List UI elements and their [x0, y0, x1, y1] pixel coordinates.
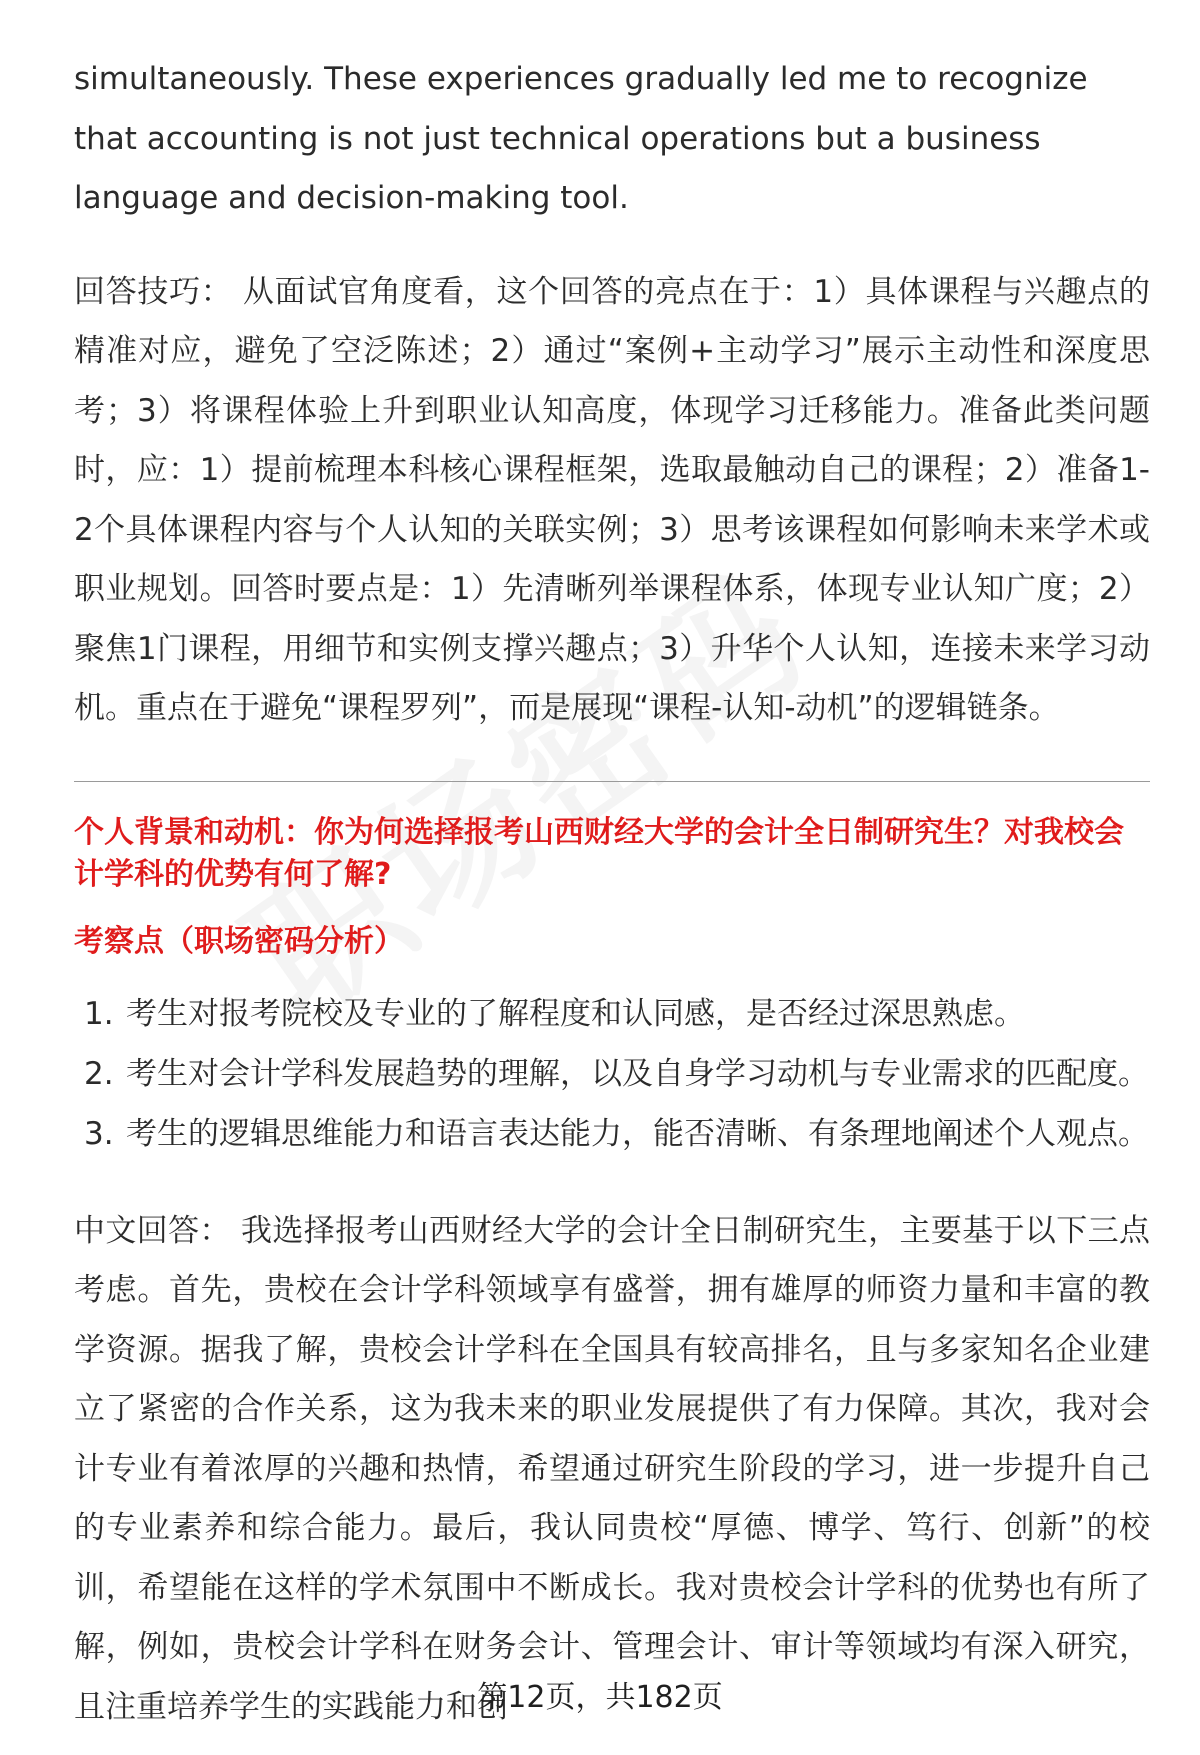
list-item-number: 1.	[84, 995, 114, 1032]
analysis-subtitle: 考察点（职场密码分析）	[74, 923, 404, 959]
list-item-text: 考生对会计学科发展趋势的理解，以及自身学习动机与专业需求的匹配度。	[126, 1055, 1149, 1092]
list-item-text: 考生的逻辑思维能力和语言表达能力，能否清晰、有条理地阐述个人观点。	[126, 1115, 1149, 1152]
answer-tips-paragraph: 回答技巧： 从面试官角度看，这个回答的亮点在于：1）具体课程与兴趣点的精准对应，避免了空泛陈述；2）通过“案例+主动学习”展示主动性和深度思考；3）将课程体验上升到职业认知高度，体现学习迁移能力。准备此类问题时，应：1）提前梳理本科核心课程框架，选取最触动自己的课程；2）准备1-2个具体课程内容与个人认知的关联实例；3）思考该课程如何影响未来学术或职业规划。回答时要点是：1）先清晰列举课程体系，体现专业认知广度；2）聚焦1门课程，用细节和实例支撑兴趣点；3）升华个人认知，连接未来学习动机。重点在于避免“课程罗列”，而是展现“课程-认知-动机”的逻辑链条。	[74, 273, 1150, 726]
section-divider	[74, 781, 1150, 782]
list-item	[74, 984, 1150, 1044]
page-number: 第12页，共182页	[477, 1680, 723, 1715]
list-item-text: 考生对报考院校及专业的了解程度和认同感，是否经过深思熟虑。	[126, 995, 1025, 1032]
intro-english-paragraph: simultaneously. These experiences gradually led me to recognize that accounting is not just technical operations but a business language and decision-making tool.	[74, 61, 1088, 216]
list-item	[74, 1104, 1150, 1164]
analysis-points-list	[74, 984, 1150, 1164]
page-content	[74, 50, 1150, 1737]
list-item-number: 3.	[84, 1115, 114, 1152]
chinese-answer-paragraph: 中文回答： 我选择报考山西财经大学的会计全日制研究生，主要基于以下三点考虑。首先，贵校在会计学科领域享有盛誉，拥有雄厚的师资力量和丰富的教学资源。据我了解，贵校会计学科在全国具有较高排名，且与多家知名企业建立了紧密的合作关系，这为我未来的职业发展提供了有力保障。其次，我对会计专业有着浓厚的兴趣和热情，希望通过研究生阶段的学习，进一步提升自己的专业素养和综合能力。最后，我认同贵校“厚德、博学、笃行、创新”的校训，希望能在这样的学术氛围中不断成长。我对贵校会计学科的优势也有所了解，例如，贵校会计学科在财务会计、管理会计、审计等领域均有深入研究，且注重培养学生的实践能力和创	[74, 1212, 1150, 1725]
list-item-number: 2.	[84, 1055, 114, 1092]
spacer	[74, 229, 1150, 263]
list-item	[74, 1044, 1150, 1104]
spacer	[74, 1164, 1150, 1202]
question-title: 个人背景和动机：你为何选择报考山西财经大学的会计全日制研究生？对我校会计学科的优势有何了解?	[74, 814, 1124, 892]
